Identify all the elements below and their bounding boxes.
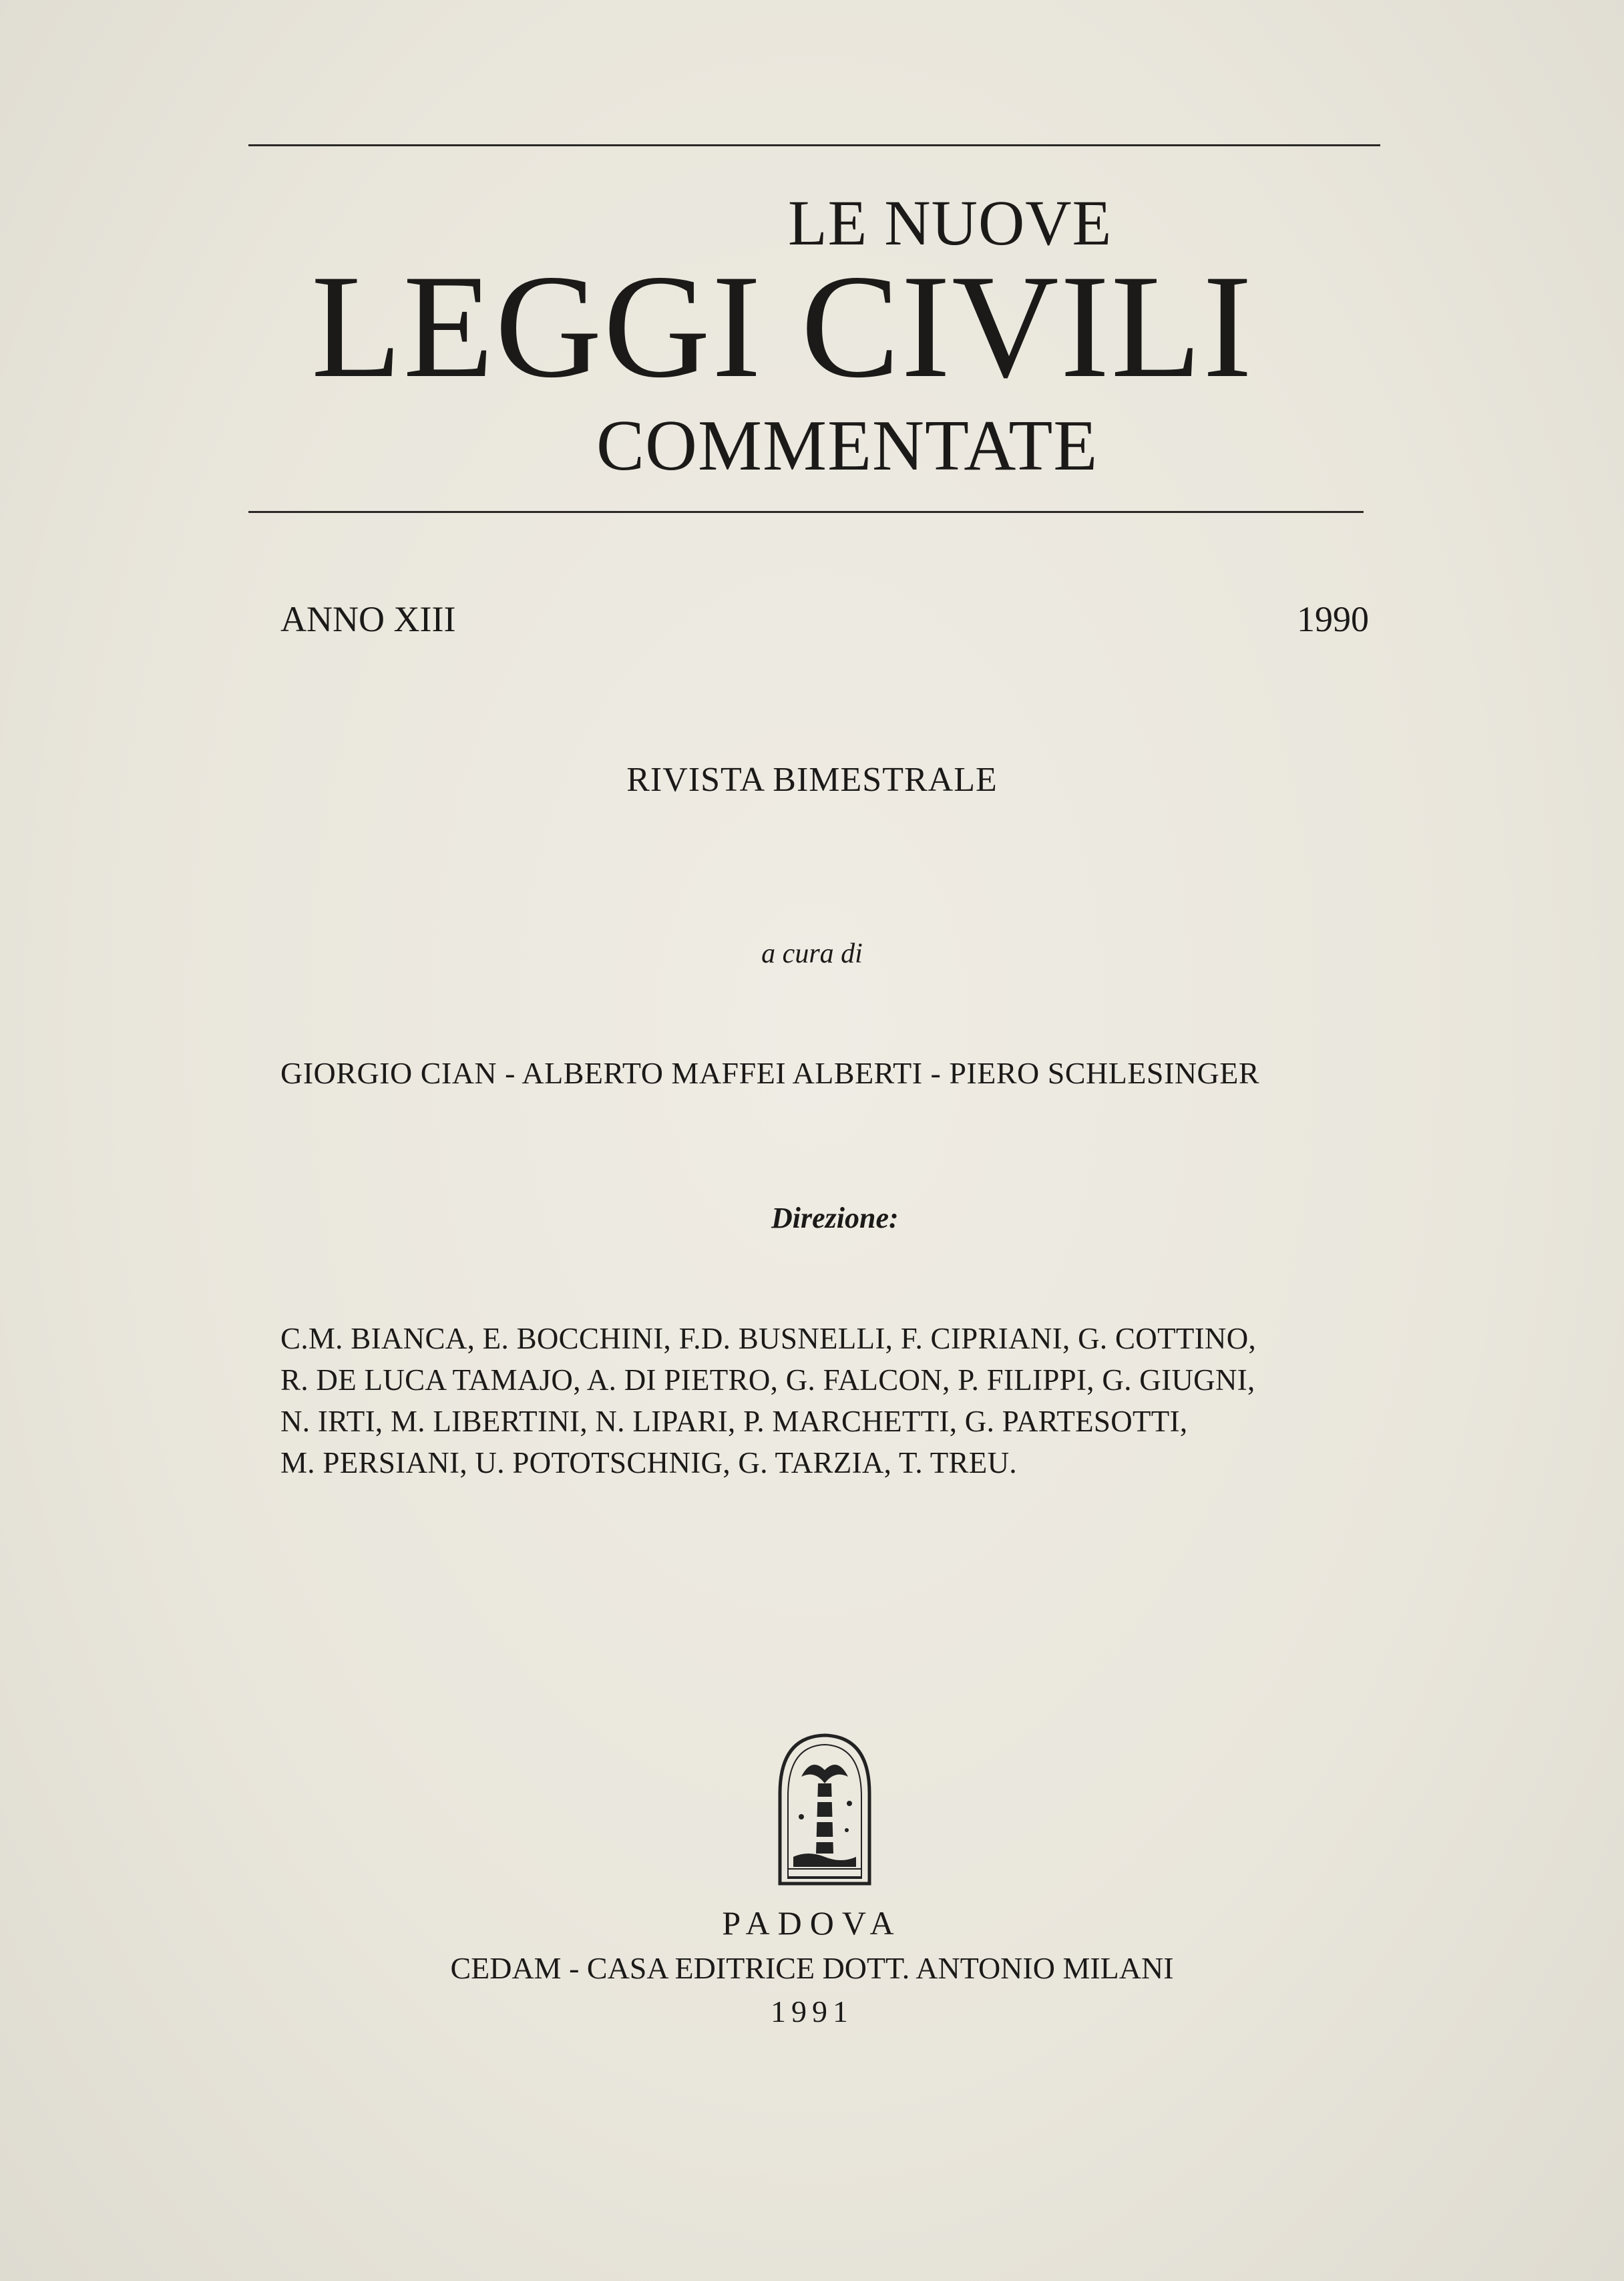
- periodicity: RIVISTA BIMESTRALE: [626, 761, 998, 799]
- board-line-2: R. DE LUCA TAMAJO, A. DI PIETRO, G. FALCON, P. FILIPPI, G. GIUGNI,: [280, 1363, 1255, 1397]
- board-line-4: M. PERSIANI, U. POTOTSCHNIG, G. TARZIA, T. TREU.: [280, 1446, 1017, 1479]
- board-line-3: N. IRTI, M. LIBERTINI, N. LIPARI, P. MARCHETTI, G. PARTESOTTI,: [280, 1405, 1188, 1438]
- title-line-2: LEGGI CIVILI: [311, 244, 1254, 409]
- publication-year: 1991: [771, 1994, 853, 2029]
- title-line-1: LE NUOVE: [788, 187, 1112, 258]
- board-line-1: C.M. BIANCA, E. BOCCHINI, F.D. BUSNELLI, F. CIPRIANI, G. COTTINO,: [280, 1322, 1257, 1355]
- board-label: Direzione:: [771, 1202, 899, 1234]
- editors-intro: a cura di: [761, 938, 863, 969]
- title-line-3: COMMENTATE: [596, 406, 1098, 486]
- volume-year: 1990: [1297, 599, 1369, 639]
- editors-names: GIORGIO CIAN - ALBERTO MAFFEI ALBERTI - PIERO SCHLESINGER: [280, 1056, 1260, 1090]
- publisher-logo: [775, 1730, 875, 1887]
- bottom-rule: [248, 511, 1364, 513]
- volume-label: ANNO XIII: [280, 599, 456, 639]
- top-rule: [248, 144, 1380, 146]
- publisher-name: CEDAM - CASA EDITRICE DOTT. ANTONIO MILANI: [450, 1951, 1174, 1985]
- publisher-city: PADOVA: [722, 1904, 902, 1942]
